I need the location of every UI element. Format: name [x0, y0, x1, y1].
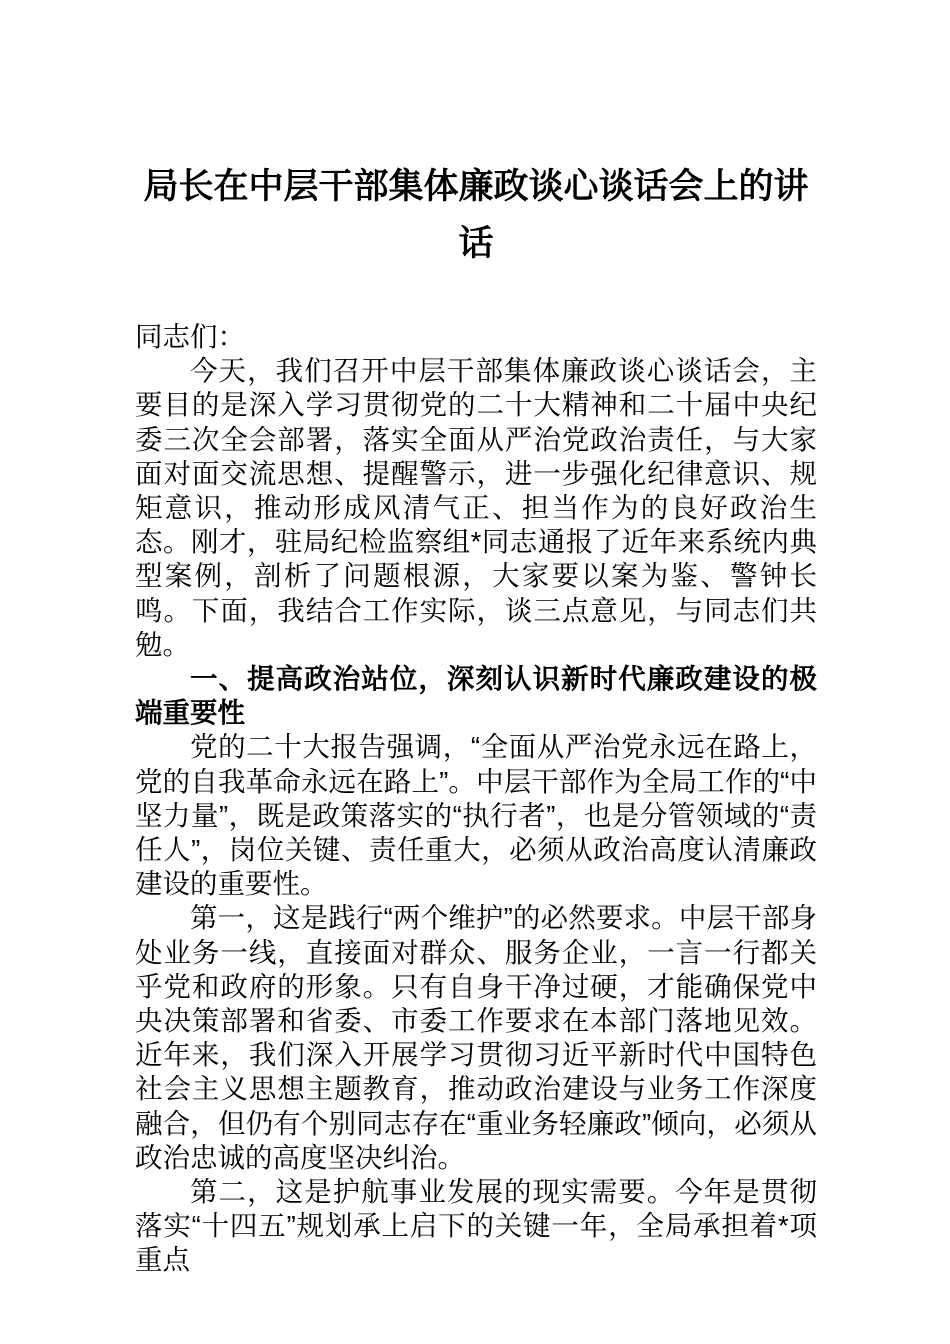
paragraph-point-first: 第一，这是践行“两个维护”的必然要求。中层干部身处业务一线，直接面对群众、服务企业，一言一行都关乎党和政府的形象。只有自身干净过硬，才能确保党中央决策部署和省委、市委工作要求在本部门落地见效。近年来，我们深入开展学习贯彻习近平新时代中国特色社会主义思想主题教育，推动政治建设与业务工作深度融合，但仍有个别同志存在“重业务轻廉政”倾向，必须从政治忠诚的高度坚决纠治。 — [135, 902, 817, 1173]
paragraph-opening: 今天，我们召开中层干部集体廉政谈心谈话会，主要目的是深入学习贯彻党的二十大精神和二十届中央纪委三次全会部署，落实全面从严治党政治责任，与大家面对面交流思想、提醒警示，进一步强化纪律意识、规矩意识，推动形成风清气正、担当作为的良好政治生态。刚才，驻局纪检监察组*同志通报了近年来系统内典型案例，剖析了问题根源，大家要以案为鉴、警钟长鸣。下面，我结合工作实际，谈三点意见，与同志们共勉。 — [135, 355, 817, 660]
page-title: 局长在中层干部集体廉政谈心谈话会上的讲话 — [143, 167, 809, 263]
title-spacer — [135, 272, 817, 320]
salutation: 同志们： — [135, 321, 245, 352]
paragraph-point-second: 第二，这是护航事业发展的现实需要。今年是贯彻落实“十四五”规划承上启下的关键一年，全局承担着*项重点 — [135, 1176, 817, 1276]
section-heading-one: 一、提高政治站位，深刻认识新时代廉政建设的极端重要性 — [135, 663, 817, 729]
paragraph-section-one-intro: 党的二十大报告强调，“全面从严治党永远在路上，党的自我革命永远在路上”。中层干部作为全局工作的“中坚力量”，既是政策落实的“执行者”，也是分管领域的“责任人”，岗位关键、责任重大，必须从政治高度认清廉政建设的重要性。 — [135, 731, 817, 900]
document-body — [135, 0, 817, 1278]
